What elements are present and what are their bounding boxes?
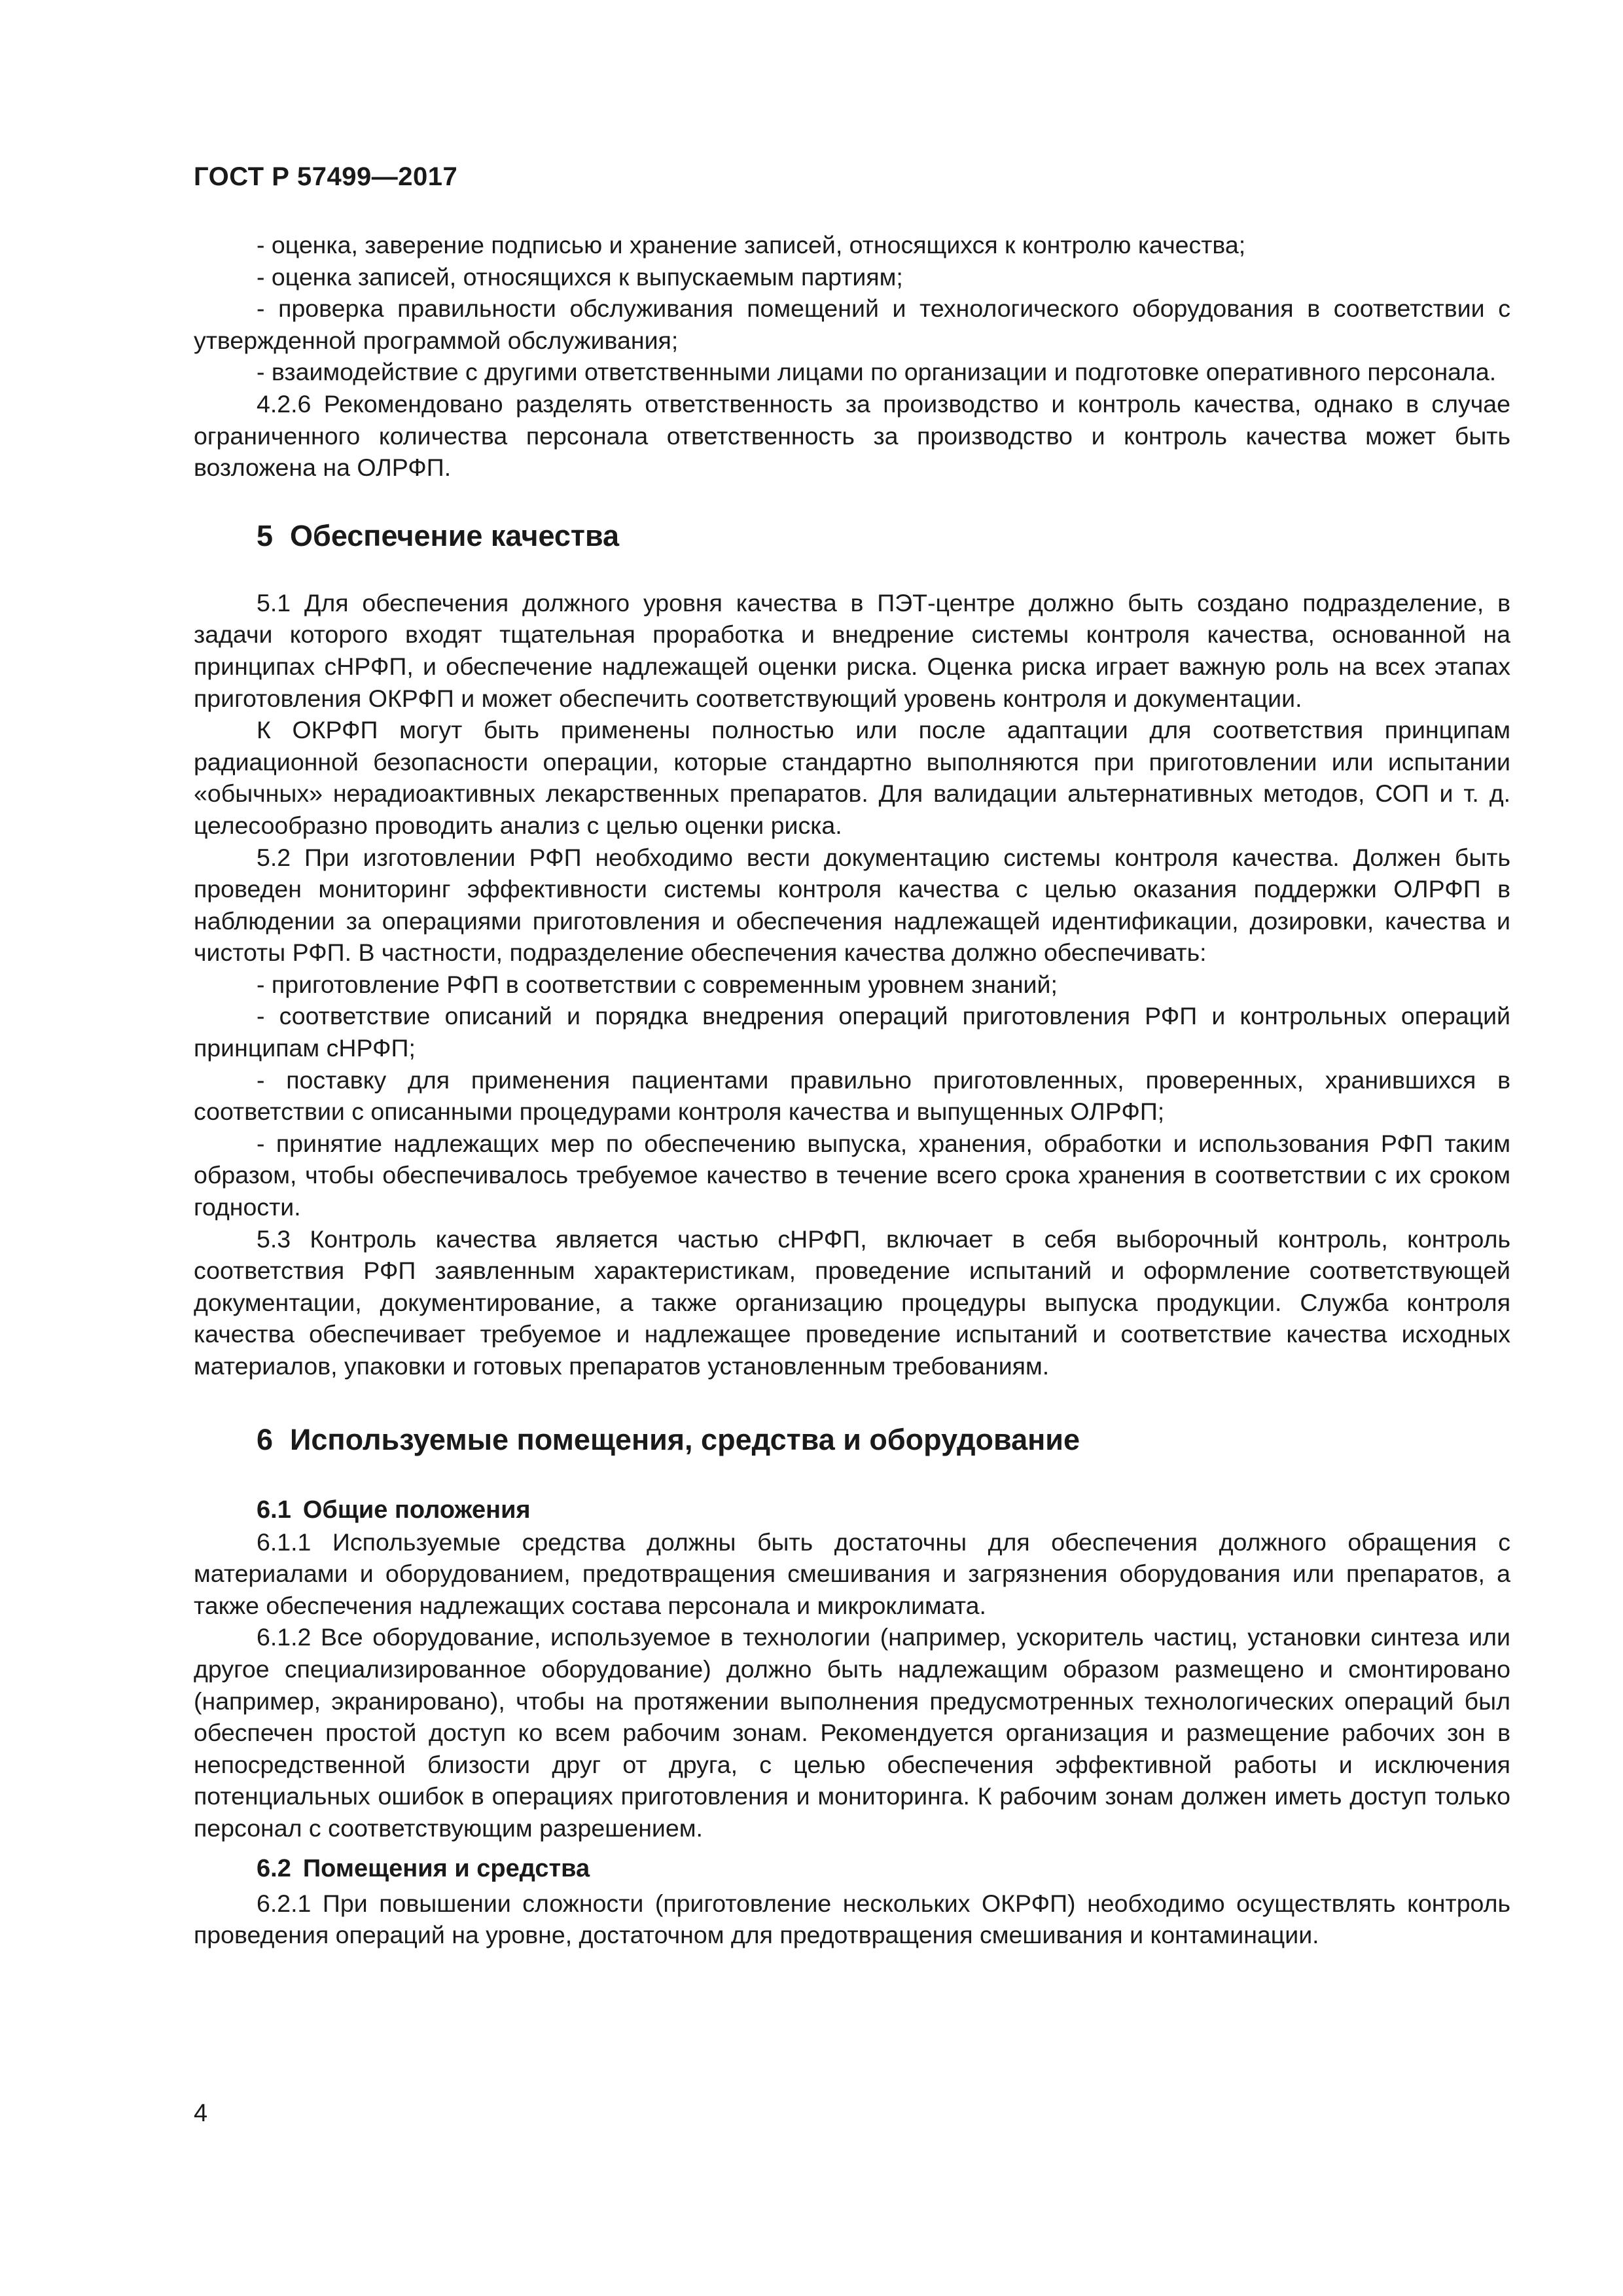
page-number: 4 [194,2100,208,2127]
subsection-6-2-heading [194,1852,1510,1885]
subsection-6-1-number: 6.1 [257,1496,291,1524]
clause-5-1-continued: К ОКРФП могут быть применены полностью или после адаптации для соответствия принципам радиационной безопасности операции, которые стандартно выполняются при приготовлении или испытании «обычных» нерадиоактивных лекарственных препаратов. Для валидации альтернативных методов, СОП и т. д. целесообразно проводить анализ с целью оценки риска. [194,716,1510,839]
clause-6-1-2: 6.1.2 Все оборудование, используемое в технологии (например, ускоритель частиц, установки синтеза или другое специализированное оборудование) должно быть надлежащим образом размещено и смонтировано (например, экранировано), чтобы на протяжении выполнения предусмотренных технологических операций был обеспечен простой доступ ко всем рабочим зонам. Рекомендуется организация и размещение рабочих зон в непосредственной близости друг от друга, с целью обеспечения эффективной работы и исключения потенциальных ошибок в операциях приготовления и мониторинга. К рабочим зонам должен иметь доступ только персонал с соответствующим разрешением. [194,1623,1510,1842]
list-item: - приготовление РФП в соответствии с современным уровнем знаний; [257,970,1058,998]
subsection-6-1-heading [194,1494,1510,1526]
section-6-number: 6 [257,1422,274,1456]
page-body [194,229,1510,1951]
clause-6-2-1: 6.2.1 При повышении сложности (приготовление нескольких ОКРФП) необходимо осуществлять контроль проведения операций на уровне, достаточном для предотвращения смешивания и контаминации. [194,1889,1510,1949]
clause-6-1-1: 6.1.1 Используемые средства должны быть достаточны для обеспечения должного обращения с материалами и оборудованием, предотвращения смешивания и загрязнения оборудования или препаратов, а также обеспечения надлежащих состава персонала и микроклимата. [194,1528,1510,1619]
list-item: - поставку для применения пациентами правильно приготовленных, проверенных, хранившихся в соответствии с описанными процедурами контроля качества и выпущенных ОЛРФП; [194,1066,1510,1126]
list-item: - соответствие описаний и порядка внедрения операций приготовления РФП и контрольных операций принципам сНРФП; [194,1002,1510,1062]
subsection-6-1-title: Общие положения [302,1496,531,1524]
list-item: - проверка правильности обслуживания помещений и технологического оборудования в соответствии с утвержденной программой обслуживания; [194,295,1510,354]
section-6-title: Используемые помещения, средства и оборудование [290,1422,1080,1456]
subsection-6-2-number: 6.2 [257,1854,291,1882]
list-item: - принятие надлежащих мер по обеспечению выпуска, хранения, обработки и использования РФП таким образом, чтобы обеспечивалось требуемое качество в течение всего срока хранения в соответствии с их сроком годности. [194,1129,1510,1221]
subsection-6-2-title: Помещения и средства [302,1854,590,1882]
clause-5-3: 5.3 Контроль качества является частью сНРФП, включает в себя выборочный контроль, контроль соответствия РФП заявленным характеристикам, проведение испытаний и оформление соответствующей документации, документирование, а также организацию процедуры выпуска продукции. Служба контроля качества обеспечивает требуемое и надлежащее проведение испытаний и соответствие качества исходных материалов, упаковки и готовых препаратов установленным требованиям. [194,1225,1510,1380]
section-5-heading [194,518,1510,554]
section-5-title: Обеспечение качества [290,518,620,552]
list-item: - оценка записей, относящихся к выпускаемым партиям; [257,262,903,291]
list-item: - оценка, заверение подписью и хранение записей, относящихся к контролю качества; [257,231,1246,259]
standard-designation: ГОСТ Р 57499—2017 [194,162,458,191]
list-item: - взаимодействие с другими ответственными лицами по организации и подготовке оперативного персонала. [257,358,1497,386]
section-6-heading [194,1422,1510,1458]
clause-5-1: 5.1 Для обеспечения должного уровня качества в ПЭТ-центре должно быть создано подразделение, в задачи которого входят тщательная проработка и внедрение системы контроля качества, основанной на принципах сНРФП, и обеспечение надлежащей оценки риска. Оценка риска играет важную роль на всех этапах приготовления ОКРФП и может обеспечить соответствующий уровень контроля и документации. [194,588,1510,712]
section-5-number: 5 [257,518,274,552]
clause-5-2: 5.2 При изготовлении РФП необходимо вести документацию системы контроля качества. Должен быть проведен мониторинг эффективности системы контроля качества с целью оказания поддержки ОЛРФП в наблюдении за операциями приготовления и обеспечения надлежащей идентификации, дозировки, качества и чистоты РФП. В частности, подразделение обеспечения качества должно обеспечивать: [194,843,1510,967]
clause-4-2-6: 4.2.6 Рекомендовано разделять ответственность за производство и контроль качества, однако в случае ограниченного количества персонала ответственность за производство и контроль качества может быть возложена на ОЛРФП. [194,389,1510,482]
